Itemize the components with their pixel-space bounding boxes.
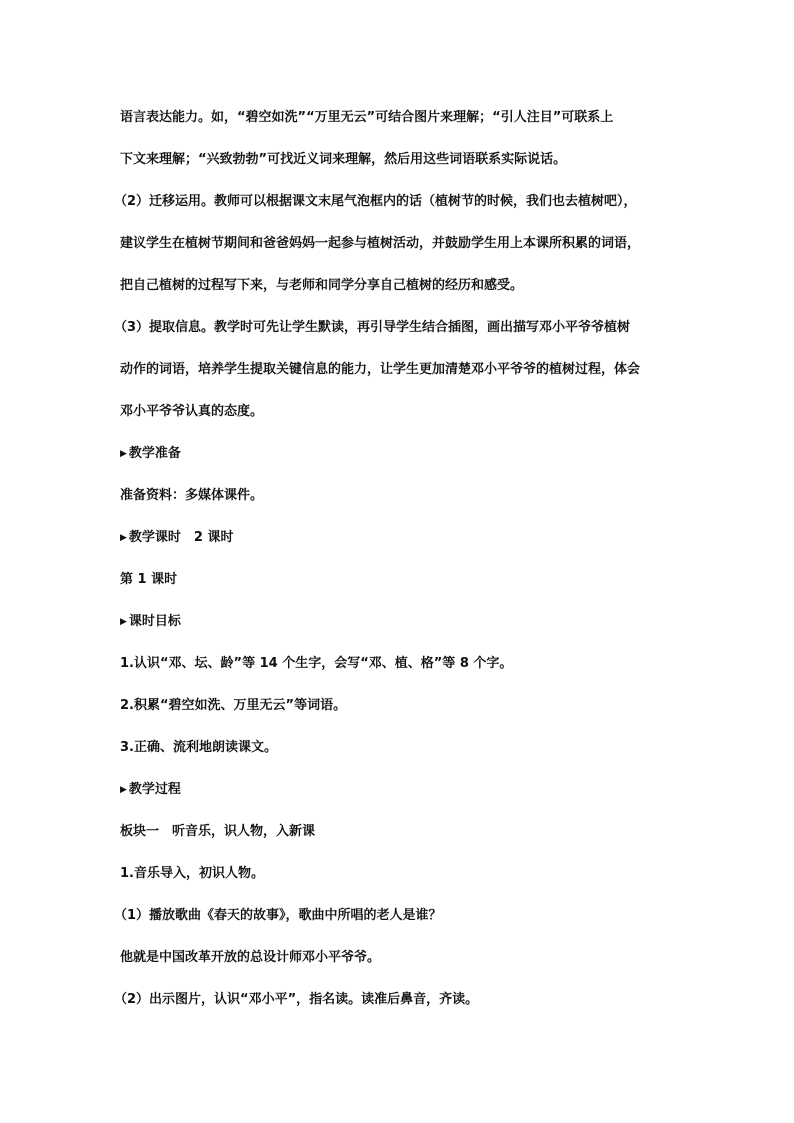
section-heading-label: 课时目标	[128, 614, 181, 629]
triangle-right-icon: ▶	[120, 533, 127, 543]
paragraph-line: 动作的词语，培养学生提取关键信息的能力，让学生更加清楚邓小平爷爷的植树过程，体会	[120, 362, 641, 377]
section-heading-teaching-prep	[120, 445, 690, 463]
section-heading-lesson-goals	[120, 613, 690, 631]
lesson-title: 第 1 课时	[120, 572, 178, 587]
paragraph-line: （2）迁移运用。教师可以根据课文末尾气泡框内的话（植树节的时候，我们也去植树吧），	[114, 194, 637, 209]
paragraph-line: 把自己植树的过程写下来，与老师和同学分享自己植树的经历和感受。	[120, 278, 524, 293]
goal-item: 2.积累“碧空如洗、万里无云”等词语。	[120, 698, 347, 713]
section-heading-label: 教学课时 2 课时	[128, 530, 234, 545]
goal-item: 1.认识“邓、坛、龄”等 14 个生字，会写“邓、植、格”等 8 个字。	[120, 656, 513, 671]
paragraph-line: （2）出示图片，认识“邓小平”，指名读。读准后鼻音，齐读。	[114, 992, 479, 1007]
paragraph-line: 建议学生在植树节期间和爸爸妈妈一起参与植树活动，并鼓励学生用上本课所积累的词语，	[120, 236, 641, 251]
paragraph-line: 他就是中国改革开放的总设计师邓小平爷爷。	[120, 950, 381, 965]
section-heading-class-hours	[120, 529, 690, 547]
goal-item: 3.正确、流利地朗读课文。	[120, 740, 277, 755]
paragraph-line: （3）提取信息。教学时可先让学生默读，再引导学生结合插图，画出描写邓小平爷爷植树	[114, 320, 631, 335]
triangle-right-icon: ▶	[120, 617, 127, 627]
section-heading-label: 教学准备	[128, 446, 181, 461]
block-title: 板块一 听音乐，识人物，入新课	[120, 824, 316, 839]
section-heading-teaching-process	[120, 781, 690, 799]
paragraph-line: 准备资料：多媒体课件。	[120, 488, 264, 503]
section-heading-label: 教学过程	[128, 782, 181, 797]
paragraph-line: 语言表达能力。如，“碧空如洗”“万里无云”可结合图片来理解；“引人注目”可联系上	[120, 110, 614, 125]
paragraph-line: 下文来理解；“兴致勃勃”可找近义词来理解，然后用这些词语联系实际说话。	[120, 152, 567, 167]
triangle-right-icon: ▶	[120, 449, 127, 459]
paragraph-line: （1）播放歌曲《春天的故事》，歌曲中所唱的老人是谁？	[114, 908, 442, 923]
triangle-right-icon: ▶	[120, 785, 127, 795]
paragraph-line: 邓小平爷爷认真的态度。	[120, 404, 264, 419]
step-item: 1.音乐导入，初识人物。	[120, 866, 264, 881]
